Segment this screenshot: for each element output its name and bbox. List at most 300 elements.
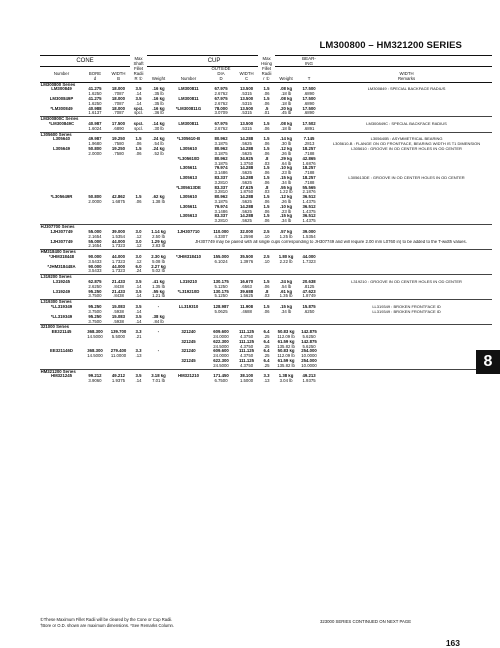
cell-value: 3.0 [135, 254, 142, 259]
cell-value: 79.974 [214, 166, 228, 171]
table-cell [130, 157, 147, 167]
table-cell [107, 265, 130, 275]
cell-value: L305610 [180, 147, 197, 152]
table-cell [147, 107, 170, 117]
cup-width-symbol: C [235, 77, 258, 82]
table-cell [107, 195, 130, 205]
cell-value: 321240 [181, 330, 196, 335]
table-cell [275, 265, 297, 275]
table-row [40, 186, 492, 196]
cell-value-secondary: .14 [135, 318, 142, 324]
cell-value-secondary: .12 [135, 233, 142, 239]
cell-value: - [157, 330, 160, 335]
cell-value-secondary: LL319349 : BROKEN FRONTFACE ID [372, 308, 441, 314]
cell-value-secondary: .06 [263, 218, 270, 224]
cell-value: .14 kg [279, 137, 293, 142]
series-label: HJ307700 Series [40, 225, 492, 230]
table-cell [297, 359, 321, 369]
table-cell [275, 214, 297, 224]
table-cell [83, 290, 107, 300]
remarks-cell [321, 166, 492, 176]
table-row [40, 166, 492, 176]
cell-value-secondary: 2.0000 [88, 150, 102, 156]
table-cell [275, 176, 297, 186]
table-cell [258, 205, 275, 215]
table-cell [235, 147, 258, 157]
table-cell [297, 330, 321, 340]
remarks-cell [321, 122, 492, 132]
table-cell [235, 186, 258, 196]
cell-value: 1.14 kg [151, 229, 166, 234]
table-cell [83, 280, 107, 290]
table-cell [235, 97, 258, 107]
table-cell [40, 290, 83, 300]
cell-value: 1.5 [263, 175, 270, 180]
cell-value-secondary: .13 [135, 353, 142, 359]
table-cell [297, 186, 321, 196]
cell-value-secondary: spcl. [134, 125, 143, 131]
table-cell [170, 230, 207, 240]
table-cell [207, 315, 235, 325]
pairing-note: JH307749 may be paired with all single cups corresponding to JH307749 and will require 2.00 mm L0760 in) to be added to the T-width values. [195, 239, 467, 244]
table-cell [258, 340, 275, 350]
cell-value: 50.83 kg [277, 330, 295, 335]
cell-value: 1.5 [135, 147, 142, 152]
cell-value: 90.000 [88, 264, 102, 269]
remarks-cell [321, 107, 492, 117]
table-cell [275, 122, 297, 132]
table-cell [207, 87, 235, 97]
cell-value-secondary: 5.1250 [214, 293, 228, 299]
cell-value-secondary: .03 [263, 293, 270, 299]
table-cell [107, 374, 130, 384]
cell-value: 321240 [181, 349, 196, 354]
table-cell [83, 340, 107, 350]
cell-value: L305610 [180, 195, 197, 200]
cell-value: 67.975 [214, 87, 228, 92]
table-cell [258, 147, 275, 157]
table-cell [170, 374, 207, 384]
cell-value: .12 kg [279, 147, 293, 152]
cell-value-secondary: .12 [135, 243, 142, 249]
table-cell [130, 176, 147, 186]
cell-value-secondary: 3.1875 [214, 199, 228, 204]
table-cell [170, 255, 207, 265]
table-cell [83, 315, 107, 325]
table-cell [258, 349, 275, 359]
cell-value: 142.875 [301, 330, 317, 335]
cell-value: *L319210D [177, 289, 200, 294]
table-cell [40, 214, 83, 224]
cell-value-secondary: .06 [263, 141, 270, 147]
remarks-cell [321, 340, 492, 350]
footnote-line: ①These Maximum Fillet Radii will be cleared by the Cone or Cup Radii. [40, 617, 173, 622]
table-cell [207, 97, 235, 107]
bearing-table [40, 55, 492, 384]
cell-value-secondary: 10.0000 [301, 362, 317, 368]
table-cell [130, 340, 147, 350]
table-cell [40, 147, 83, 157]
cell-value-secondary: 1.9680 [88, 141, 102, 147]
table-cell [147, 305, 170, 315]
table-cell [40, 340, 83, 350]
cell-value: .10 kg [279, 204, 293, 209]
cell-value-secondary: .8125 [303, 283, 315, 289]
cell-value: 3.5 [135, 87, 142, 92]
cell-value-secondary: .25 [263, 343, 270, 349]
cell-value-secondary: 14.5000 [87, 353, 103, 359]
cell-value-secondary: .6250 [303, 308, 315, 314]
table-cell [40, 157, 83, 167]
cell-value-secondary: 1.21 lb [152, 293, 165, 299]
cell-value-secondary: 3.1875 [214, 160, 228, 166]
table-cell [207, 214, 235, 224]
table-cell [207, 255, 235, 265]
cell-value-secondary: 1.6137 [88, 110, 102, 116]
table-cell [40, 255, 83, 265]
cell-value: *LL319349 [50, 314, 73, 319]
table-cell [275, 186, 297, 196]
cell-value-secondary: .7188 [303, 179, 315, 185]
table-cell [83, 166, 107, 176]
cell-value-secondary: 1.35 lb [279, 293, 293, 299]
table-cell [207, 374, 235, 384]
table-cell [258, 305, 275, 315]
cell-value: .15 kg [279, 305, 293, 310]
cell-value: 78.000 [214, 106, 228, 111]
cell-value: .24 kg [152, 137, 165, 142]
cell-value: HM321210 [178, 374, 200, 379]
cell-value-secondary: 3.9060 [88, 378, 102, 384]
table-cell [275, 157, 297, 167]
cell-value: 40.988 [88, 106, 102, 111]
table-cell [297, 122, 321, 132]
cell-value-secondary: .5625 [241, 199, 252, 204]
table-row [40, 137, 492, 147]
table-cell [275, 107, 297, 117]
table-row [40, 122, 492, 132]
cell-value: .8 [264, 156, 269, 161]
cell-value-secondary: .6890 [303, 100, 315, 106]
series-label: HM318400 Series [40, 250, 492, 255]
table-cell [258, 137, 275, 147]
cell-value-secondary: .34 lb [280, 218, 292, 224]
table-cell [83, 359, 107, 369]
cell-value: *LM300849 [50, 106, 73, 111]
table-cell [170, 107, 207, 117]
cell-value: 39.000 [302, 229, 316, 234]
cell-value-secondary: .06 [135, 199, 142, 204]
remarks-cell [321, 214, 492, 224]
table-row [40, 374, 492, 384]
cell-value: 6.4 [263, 330, 270, 335]
cell-value: *L305610-B [176, 137, 201, 142]
cell-value: L305640 [53, 137, 70, 142]
cell-value-secondary: 1.4375 [302, 199, 316, 204]
cell-value: 111.125 [239, 349, 255, 354]
cell-value: 16.670 [239, 280, 254, 284]
cell-value: 13.500 [239, 122, 254, 126]
table-cell [107, 166, 130, 176]
cell-value: L319249 [53, 289, 70, 294]
table-cell [107, 176, 130, 186]
cell-value: 609.600 [213, 330, 229, 335]
cell-value-secondary: 2.22 lb [279, 258, 293, 264]
table-cell [207, 359, 235, 369]
table-cell [130, 214, 147, 224]
cell-value-secondary: .6890 [303, 110, 315, 116]
table-cell [40, 205, 83, 215]
cell-value: 13.500 [239, 87, 254, 92]
remarks-cell [321, 359, 492, 369]
table-cell [130, 290, 147, 300]
table-cell [130, 359, 147, 369]
table-cell [147, 176, 170, 186]
cell-value-secondary: .5315 [241, 100, 252, 106]
cell-value: .10 kg [279, 166, 293, 171]
table-cell [107, 340, 130, 350]
cell-value: .08 kg [279, 122, 293, 126]
cell-value: LM300811 [178, 96, 199, 101]
cell-value: *L305649R [50, 195, 73, 200]
cell-value: 3.5 [135, 96, 142, 101]
table-row [40, 205, 492, 215]
table-row [40, 255, 492, 265]
cell-value-secondary: .26 lb [280, 199, 292, 204]
cell-value-secondary: .2813 [303, 141, 315, 147]
cell-value: 1.38 kg [278, 374, 294, 379]
table-cell [83, 349, 107, 359]
table-cell [297, 205, 321, 215]
cone-number-header: Number [53, 70, 70, 76]
table-cell [83, 147, 107, 157]
table-cell [147, 280, 170, 290]
cell-value-secondary: .6891 [303, 125, 315, 131]
table-cell [147, 205, 170, 215]
cell-value-secondary: 3.04 lb [279, 378, 293, 384]
table-cell [275, 97, 297, 107]
remarks-cell [321, 230, 492, 240]
table-cell [170, 176, 207, 186]
cell-value-secondary: .7188 [303, 150, 315, 156]
table-cell [83, 137, 107, 147]
cell-value: 18.257 [302, 175, 316, 180]
cell-value: L305610 : GROOVE IN OD CENTER HOLES IN OD CENTER [351, 147, 462, 152]
cell-value-secondary: 1.5354 [302, 233, 316, 239]
cell-value: 41.275 [88, 96, 102, 101]
cell-value-secondary: .7087 [113, 91, 124, 97]
table-cell [83, 214, 107, 224]
cell-value-secondary: 1.4375 [302, 218, 316, 224]
cell-value-secondary: 1.7323 [111, 258, 126, 264]
table-cell [83, 122, 107, 132]
table-cell [297, 147, 321, 157]
cell-value-secondary: .14 [135, 378, 142, 384]
cell-value: 15.875 [302, 305, 316, 310]
cell-value: 17.500 [302, 96, 316, 101]
table-cell [275, 166, 297, 176]
table-cell [297, 280, 321, 290]
cell-value-secondary: .7087 [113, 100, 124, 106]
table-row [40, 240, 492, 250]
max-shaft-fillet-header: Max Shaft Fillet Radii [133, 56, 144, 76]
cell-value: 38.100 [239, 374, 254, 379]
cell-value-secondary: .06 [263, 308, 270, 314]
table-cell [207, 147, 235, 157]
cell-value: 41.275 [88, 87, 102, 92]
series-label: L319200 Series [40, 275, 492, 280]
table-cell [130, 87, 147, 97]
page-title: LM300800 – HM321200 SERIES [319, 40, 462, 51]
cell-value: 18.000 [111, 87, 126, 92]
cell-value-secondary: 1.8750 [239, 189, 254, 195]
cell-value: .12 kg [279, 195, 293, 200]
cell-value: LM300849P [49, 96, 74, 101]
cell-value: 155.000 [213, 254, 229, 259]
table-row [40, 107, 492, 117]
remarks-header: Remarks [321, 77, 492, 82]
table-cell [235, 280, 258, 290]
table-cell [275, 195, 297, 205]
cell-value-secondary: 2.6762 [214, 125, 228, 131]
table-cell [235, 157, 258, 167]
table-cell [147, 265, 170, 275]
cell-value: 321245 [181, 359, 196, 363]
cell-value-secondary: 2.1876 [302, 189, 316, 195]
cell-value-secondary: 112.09 lb [277, 333, 295, 339]
table-cell [207, 107, 235, 117]
cell-value-secondary: 1.2598 [239, 233, 254, 239]
cell-value: 62.875 [88, 280, 102, 284]
cell-value: 44.000 [111, 264, 126, 269]
table-cell [40, 176, 83, 186]
cell-value-secondary: .34 lb [280, 179, 292, 185]
table-cell [275, 205, 297, 215]
table-cell [235, 195, 258, 205]
cell-value-secondary: 3.0709 [214, 110, 228, 116]
table-cell [147, 349, 170, 359]
cell-value-secondary: 1.5625 [239, 293, 254, 299]
table-cell [207, 186, 235, 196]
cell-value-secondary: .03 [263, 160, 270, 166]
table-cell [207, 280, 235, 290]
table-cell [40, 349, 83, 359]
cell-value-secondary: .06 [135, 141, 142, 147]
cell-value: .16 kg [152, 87, 165, 92]
table-cell [235, 137, 258, 147]
table-cell [40, 374, 83, 384]
table-cell [147, 374, 170, 384]
table-cell [107, 290, 130, 300]
outside-dia-symbol: D [207, 77, 235, 82]
table-cell [40, 330, 83, 340]
table-cell [147, 359, 170, 369]
cell-value: .5 [264, 106, 269, 111]
cell-value-secondary: 2.0000 [88, 199, 102, 204]
cell-value-secondary: 5.08 lb [152, 258, 165, 264]
cell-value-secondary: .12 [135, 258, 142, 264]
cell-value: LL319349 : BROKEN FRONTFACE ID [372, 305, 441, 310]
cell-value-secondary: 14.5000 [87, 333, 103, 339]
cell-value: 44.000 [111, 254, 126, 259]
cell-value: L305649 [53, 147, 70, 152]
cell-value-secondary: 1.3750 [239, 160, 254, 166]
series-label: L319300 Series [40, 300, 492, 305]
cell-value: 47.623 [302, 289, 316, 294]
table-cell [107, 97, 130, 107]
cell-value-secondary: 3.2810 [214, 189, 228, 195]
cell-value: 130.175 [213, 289, 229, 294]
cell-value-secondary: L305610-B : FLANGE ON OD FRONTFACE, BEARING WIDTH IS T1 DIMENSION [332, 140, 481, 146]
cell-value: 11.908 [240, 305, 253, 310]
cell-value: 79.974 [214, 204, 228, 209]
table-cell [258, 176, 275, 186]
table-cell [258, 195, 275, 205]
cell-value: L319210 [180, 280, 197, 284]
table-cell [235, 374, 258, 384]
cell-value-secondary: 3.7500 [88, 318, 102, 324]
cell-value: 49.213 [302, 374, 316, 379]
cell-value-secondary: 1.9375 [302, 378, 316, 384]
cell-value-secondary: .5938 [113, 308, 124, 314]
cell-value-secondary: 24.5000 [213, 343, 229, 349]
table-cell [297, 166, 321, 176]
cell-value-secondary: 3.7500 [88, 308, 102, 314]
cell-value-secondary: 2.50 lb [152, 233, 165, 239]
bore-header: BORE [88, 70, 102, 76]
table-cell [275, 280, 297, 290]
cell-value-secondary: .21 [135, 333, 142, 339]
cup-width-header: WIDTH [239, 70, 254, 76]
cell-value-secondary: 6.7500 [214, 378, 228, 384]
cell-value-secondary: .06 [135, 150, 142, 156]
cell-value: 80.962 [214, 137, 228, 142]
cell-value-secondary: .36 lb [153, 110, 164, 116]
table-cell [297, 230, 321, 240]
cell-value: .16 kg [152, 96, 165, 101]
cell-value: 279.400 [110, 349, 127, 354]
cone-weight-header: Weight [147, 77, 170, 82]
table-cell [107, 255, 130, 265]
cell-value-secondary: spcl. [134, 110, 143, 116]
cell-value: LL319310 [178, 305, 199, 310]
table-cell [83, 157, 107, 167]
cell-value: 19.250 [111, 137, 126, 142]
table-cell [107, 107, 130, 117]
table-cell [83, 205, 107, 215]
cell-value-secondary: 10.0000 [301, 353, 317, 359]
table-cell [207, 290, 235, 300]
table-cell [107, 205, 130, 215]
series-label: L305600 Series [40, 132, 492, 137]
cell-value: 61.59 kg [277, 359, 295, 363]
table-cell [40, 240, 83, 250]
table-cell [130, 97, 147, 107]
page-number: 163 [445, 638, 460, 648]
cell-value: .41 kg [152, 280, 165, 284]
table-cell [297, 97, 321, 107]
cell-value: 3.5 [135, 374, 142, 379]
cell-value: 3.5 [135, 305, 142, 310]
cell-value: *JHM318448A [47, 264, 76, 269]
cell-value: 55.565 [302, 185, 316, 190]
table-cell [130, 330, 147, 340]
table-cell [147, 157, 170, 167]
table-cell [170, 290, 207, 300]
cell-value: 3.0 [135, 229, 142, 234]
table-row [40, 97, 492, 107]
table-cell [207, 205, 235, 215]
